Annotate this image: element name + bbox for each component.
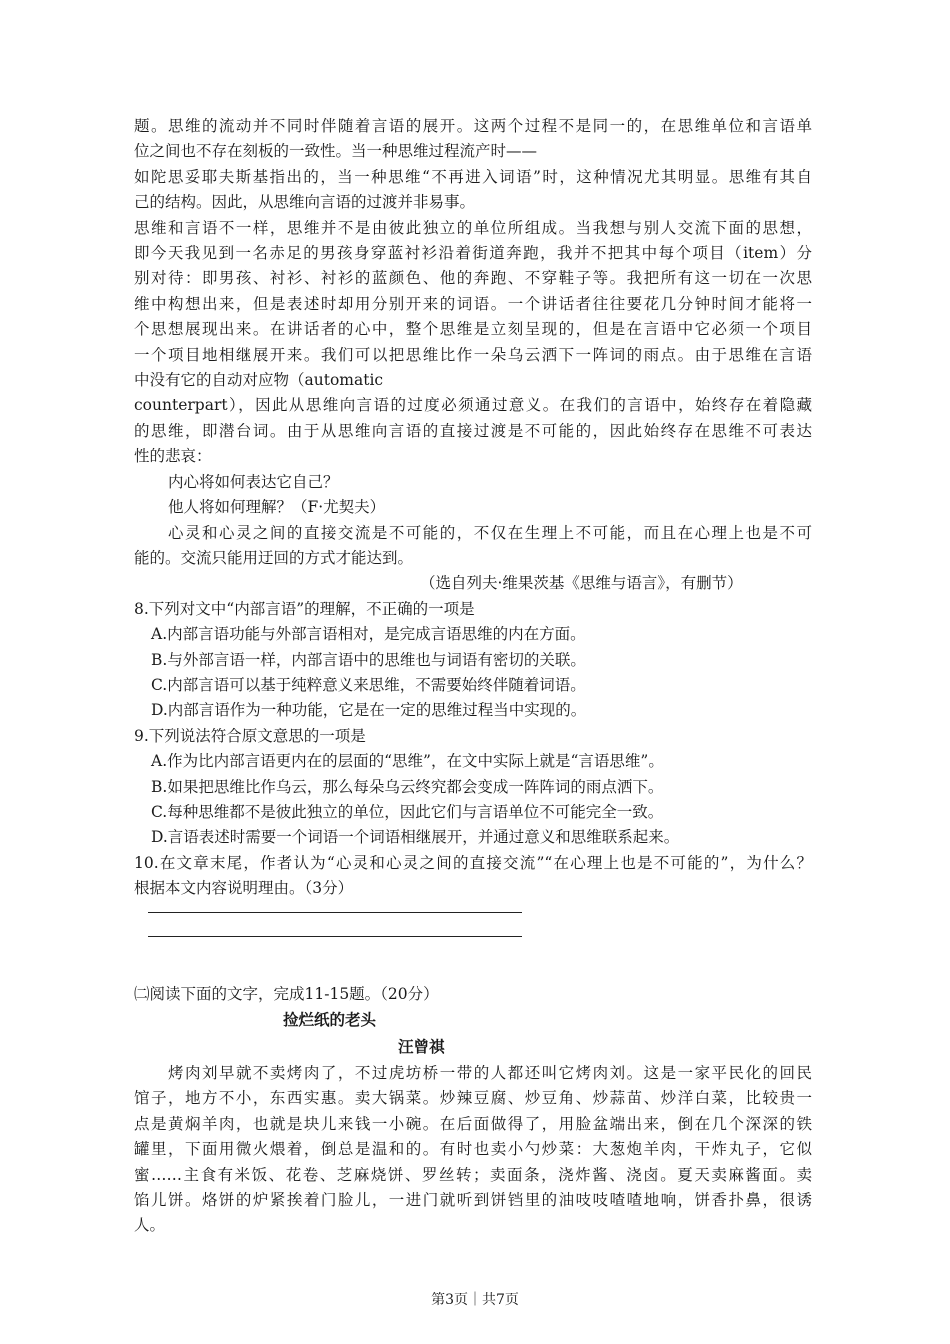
answer-line — [148, 936, 522, 937]
story-line: 蜜……主食有米饭、花卷、芝麻烧饼、罗丝转；卖面条，浇炸酱、浇卤。夏天卖麻酱面。卖 — [134, 1165, 812, 1184]
passage-line: 题。思维的流动并不同时伴随着言语的展开。这两个过程不是同一的，在思维单位和言语单 — [134, 117, 812, 135]
question-8 — [134, 597, 812, 724]
page-content — [134, 114, 812, 1239]
option-c: C.每种思维都不是彼此独立的单位，因此它们与言语单位不可能完全一致。 — [151, 802, 664, 821]
option-b: B.与外部言语一样，内部言语中的思维也与词语有密切的关联。 — [151, 650, 586, 669]
passage-line: 心灵和心灵之间的直接交流是不可能的，不仅在生理上不可能，而且在心理上也是不可 — [168, 523, 812, 542]
passage-line: 性的悲哀： — [134, 447, 212, 466]
passage-line: 思维和言语不一样，思维并不是由彼此独立的单位所组成。当我想与别人交流下面的思想， — [134, 218, 812, 237]
source-citation: （选自列夫·维果茨基《思维与语言》，有删节） — [420, 574, 743, 593]
passage-line: 一个项目地相继展开来。我们可以把思维比作一朵乌云洒下一阵词的雨点。由于思维在言语 — [134, 345, 812, 364]
question-stem: 根据本文内容说明理由。（3分） — [134, 879, 354, 898]
passage-line: 即今天我见到一名赤足的男孩身穿蓝衬衫沿着街道奔跑，我并不把其中每个项目（item）分 — [134, 244, 812, 263]
passage-line: 位之间也不存在刻板的一致性。当一种思维过程流产时—— — [134, 142, 538, 161]
story-line: 点是黄焖羊肉，也就是块儿来钱一小碗。在后面做得了，用脸盆端出来，倒在几个深深的铁 — [134, 1114, 812, 1133]
answer-line — [148, 912, 522, 913]
section-2 — [134, 982, 812, 1239]
question-10 — [134, 851, 812, 964]
passage-line: counterpart），因此从思维向言语的过度必须通过意义。在我们的言语中，始终存在着隐藏 — [134, 396, 812, 415]
question-stem: 10.在文章末尾，作者认为“心灵和心灵之间的直接交流”“在心理上也是不可能的”，为什么？ — [134, 853, 812, 872]
story-title: 捡烂纸的老头 — [283, 1011, 377, 1029]
passage-line: 如陀思妥耶夫斯基指出的，当一种思维“不再进入词语”时，这种情况尤其明显。思维有其自 — [134, 167, 812, 186]
question-stem: 8.下列对文中“内部言语”的理解，不正确的一项是 — [134, 599, 475, 618]
option-a: A.作为比内部言语更内在的层面的“思维”，在文中实际上就是“言语思维”。 — [151, 752, 664, 771]
section-heading: ㈡阅读下面的文字，完成11-15题。（20分） — [134, 984, 439, 1003]
option-d: D.言语表述时需要一个词语一个词语相继展开，并通过意义和思维联系起来。 — [151, 828, 680, 847]
story-author: 汪曾祺 — [398, 1038, 445, 1056]
section-gap — [134, 964, 812, 982]
passage-continued — [134, 114, 812, 597]
passage-line: 己的结构。因此，从思维向言语的过渡并非易事。 — [134, 193, 476, 212]
poem-line: 他人将如何理解？（F·尤契夫） — [168, 498, 386, 517]
story-line: 馅儿饼。烙饼的炉紧挨着门脸儿，一进门就听到饼铛里的油吱吱喳喳地响，饼香扑鼻，很诱 — [134, 1191, 812, 1210]
passage-line: 维中构想出来，但是表述时却用分别开来的词语。一个讲话者往往要花几分钟时间才能将一 — [134, 294, 812, 313]
question-9 — [134, 724, 812, 851]
option-b: B.如果把思维比作乌云，那么每朵乌云终究都会变成一阵阵词的雨点洒下。 — [151, 777, 664, 796]
option-a: A.内部言语功能与外部言语相对，是完成言语思维的内在方面。 — [151, 625, 586, 644]
option-d: D.内部言语作为一种功能，它是在一定的思维过程当中实现的。 — [151, 701, 587, 720]
answer-area[interactable] — [134, 902, 812, 964]
story-line: 人。 — [134, 1216, 166, 1235]
passage-line: 别对待：即男孩、衬衫、衬衫的蓝颜色、他的奔跑、不穿鞋子等。我把所有这一切在一次思 — [134, 269, 812, 288]
option-c: C.内部言语可以基于纯粹意义来思维，不需要始终伴随着词语。 — [151, 675, 586, 694]
story-line: 烤肉刘早就不卖烤肉了，不过虎坊桥一带的人都还叫它烤肉刘。这是一家平民化的回民 — [168, 1064, 812, 1082]
poem-line: 内心将如何表达它自己？ — [168, 472, 339, 491]
passage-line: 能的。交流只能用迂回的方式才能达到。 — [134, 548, 414, 567]
page-footer: 第3页｜共7页 — [431, 1292, 519, 1308]
story-line: 馆子，地方不小，东西实惠。卖大锅菜。炒辣豆腐、炒豆角、炒蒜苗、炒洋白菜，比较贵一 — [134, 1089, 812, 1108]
passage-line: 中没有它的自动对应物（automatic — [134, 371, 384, 390]
passage-line: 个思想展现出来。在讲话者的心中，整个思维是立刻呈现的，但是在言语中它必须一个项目 — [134, 320, 812, 339]
question-stem: 9.下列说法符合原文意思的一项是 — [134, 726, 366, 745]
story-line: 罐里，下面用微火煨着，倒总是温和的。有时也卖小勺炒菜：大葱炮羊肉，干炸丸子，它似 — [134, 1140, 812, 1159]
passage-line: 的思维，即潜台词。由于从思维向言语的直接过渡是不可能的，因此始终存在思维不可表达 — [134, 421, 812, 440]
